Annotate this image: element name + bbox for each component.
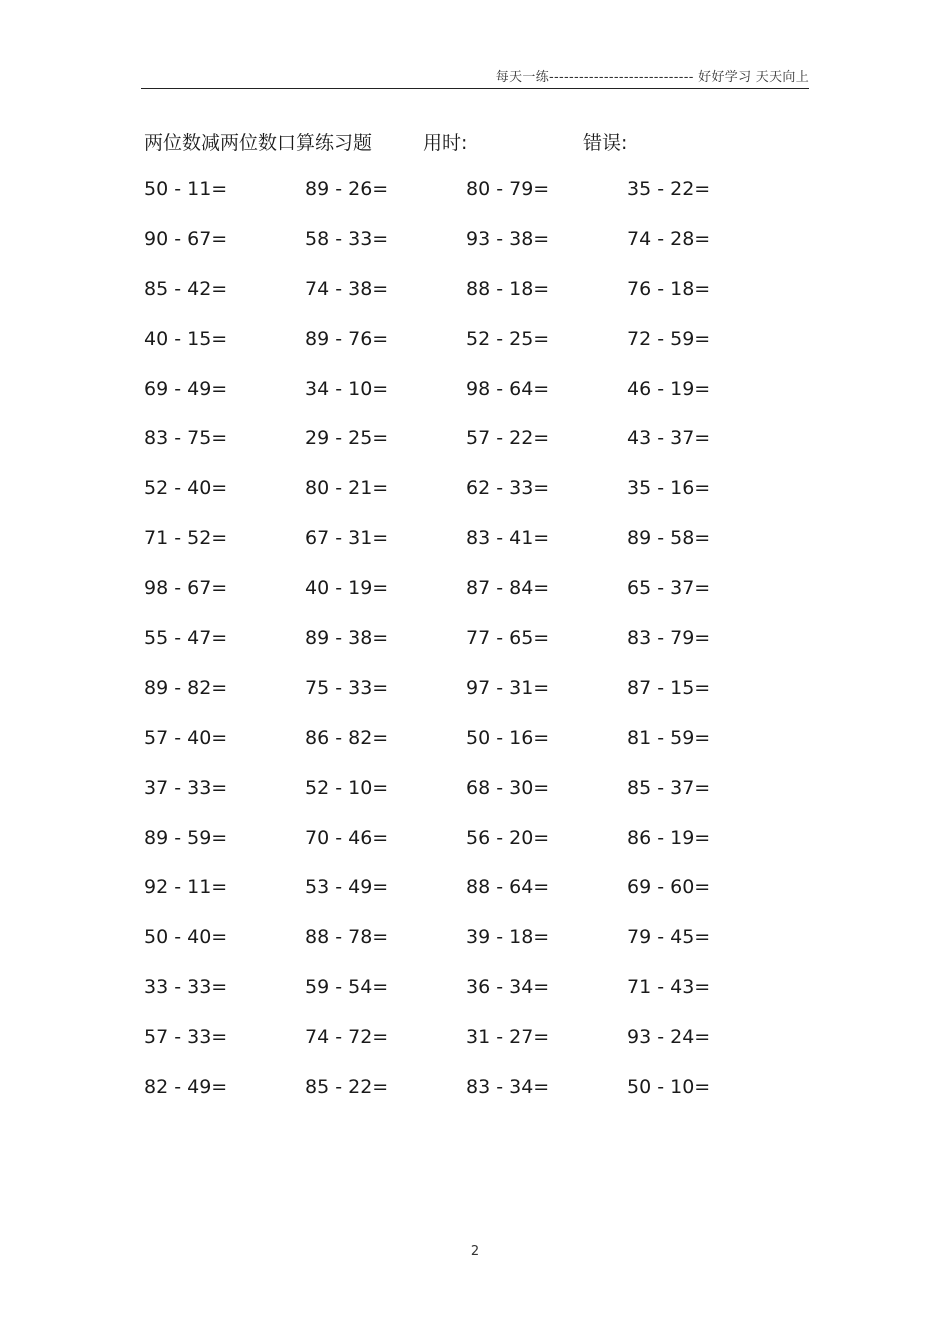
worksheet-title: 两位数减两位数口算练习题	[144, 132, 373, 154]
problem-item: 98 - 64=	[466, 377, 550, 400]
problem-item: 57 - 33=	[144, 1026, 228, 1049]
problem-item: 87 - 15=	[627, 676, 711, 699]
problem-row	[0, 674, 950, 724]
problem-item: 68 - 30=	[466, 776, 550, 799]
problem-row	[0, 175, 950, 225]
problem-row	[0, 1073, 950, 1123]
problem-item: 81 - 59=	[627, 726, 711, 749]
problem-item: 57 - 22=	[466, 427, 550, 450]
header-rule	[141, 88, 809, 89]
problem-item: 83 - 34=	[466, 1076, 550, 1099]
problem-item: 50 - 16=	[466, 726, 550, 749]
problem-item: 83 - 75=	[144, 427, 228, 450]
problem-item: 35 - 16=	[627, 477, 711, 500]
problem-item: 74 - 72=	[305, 1026, 389, 1049]
problem-row	[0, 524, 950, 574]
problem-item: 88 - 18=	[466, 277, 550, 300]
problem-item: 70 - 46=	[305, 826, 389, 849]
problem-item: 43 - 37=	[627, 427, 711, 450]
problem-item: 89 - 59=	[144, 826, 228, 849]
problem-row	[0, 574, 950, 624]
problem-row	[0, 375, 950, 425]
problem-row	[0, 774, 950, 824]
problem-item: 89 - 38=	[305, 627, 389, 650]
problem-item: 39 - 18=	[466, 926, 550, 949]
problem-row	[0, 624, 950, 674]
problem-row	[0, 225, 950, 275]
problem-item: 93 - 38=	[466, 227, 550, 250]
page-header	[141, 60, 809, 90]
problem-item: 69 - 60=	[627, 876, 711, 899]
problem-item: 85 - 22=	[305, 1076, 389, 1099]
problem-item: 29 - 25=	[305, 427, 389, 450]
problem-item: 88 - 78=	[305, 926, 389, 949]
problem-item: 37 - 33=	[144, 776, 228, 799]
problem-item: 52 - 10=	[305, 776, 389, 799]
problem-item: 97 - 31=	[466, 676, 550, 699]
problem-item: 40 - 19=	[305, 577, 389, 600]
problem-item: 33 - 33=	[144, 976, 228, 999]
problem-item: 93 - 24=	[627, 1026, 711, 1049]
problem-item: 76 - 18=	[627, 277, 711, 300]
problem-row	[0, 923, 950, 973]
problem-item: 50 - 40=	[144, 926, 228, 949]
problem-item: 35 - 22=	[627, 178, 711, 200]
problem-item: 46 - 19=	[627, 377, 711, 400]
problem-item: 88 - 64=	[466, 876, 550, 899]
problem-item: 85 - 37=	[627, 776, 711, 799]
problem-item: 57 - 40=	[144, 726, 228, 749]
problem-item: 85 - 42=	[144, 277, 228, 300]
problem-row	[0, 275, 950, 325]
header-text: 每天一练----------------------------- 好好学习 天天向上	[495, 70, 809, 85]
title-row	[0, 128, 950, 158]
problem-item: 67 - 31=	[305, 527, 389, 550]
problem-item: 74 - 38=	[305, 277, 389, 300]
problem-row	[0, 1023, 950, 1073]
problem-row	[0, 724, 950, 774]
problem-item: 65 - 37=	[627, 577, 711, 600]
problem-row	[0, 325, 950, 375]
problem-item: 69 - 49=	[144, 377, 228, 400]
problem-item: 55 - 47=	[144, 627, 228, 650]
problem-item: 50 - 10=	[627, 1076, 711, 1099]
problem-item: 82 - 49=	[144, 1076, 228, 1099]
problem-item: 59 - 54=	[305, 976, 389, 999]
problem-item: 56 - 20=	[466, 826, 550, 849]
problem-item: 31 - 27=	[466, 1026, 550, 1049]
problem-item: 83 - 41=	[466, 527, 550, 550]
problem-item: 89 - 76=	[305, 327, 389, 350]
page-number: 2	[470, 1244, 480, 1259]
problem-item: 80 - 79=	[466, 178, 550, 200]
problem-row	[0, 973, 950, 1023]
problem-item: 79 - 45=	[627, 926, 711, 949]
problem-row	[0, 424, 950, 474]
problem-item: 86 - 19=	[627, 826, 711, 849]
problem-item: 86 - 82=	[305, 726, 389, 749]
problem-item: 36 - 34=	[466, 976, 550, 999]
problem-item: 89 - 26=	[305, 178, 389, 200]
problem-item: 58 - 33=	[305, 227, 389, 250]
problem-item: 87 - 84=	[466, 577, 550, 600]
problem-item: 83 - 79=	[627, 627, 711, 650]
problem-item: 80 - 21=	[305, 477, 389, 500]
problem-item: 53 - 49=	[305, 876, 389, 899]
problem-item: 89 - 82=	[144, 676, 228, 699]
problem-grid	[0, 175, 950, 1123]
problem-item: 50 - 11=	[144, 178, 228, 200]
problem-item: 89 - 58=	[627, 527, 711, 550]
error-label: 错误:	[583, 132, 628, 154]
problem-row	[0, 474, 950, 524]
problem-item: 74 - 28=	[627, 227, 711, 250]
problem-item: 75 - 33=	[305, 676, 389, 699]
problem-item: 90 - 67=	[144, 227, 228, 250]
problem-item: 52 - 40=	[144, 477, 228, 500]
problem-item: 72 - 59=	[627, 327, 711, 350]
problem-item: 62 - 33=	[466, 477, 550, 500]
problem-item: 77 - 65=	[466, 627, 550, 650]
problem-item: 34 - 10=	[305, 377, 389, 400]
problem-item: 71 - 52=	[144, 527, 228, 550]
time-label: 用时:	[423, 132, 468, 154]
problem-item: 40 - 15=	[144, 327, 228, 350]
problem-row	[0, 824, 950, 874]
problem-item: 71 - 43=	[627, 976, 711, 999]
problem-row	[0, 873, 950, 923]
problem-item: 52 - 25=	[466, 327, 550, 350]
problem-item: 92 - 11=	[144, 876, 228, 899]
problem-item: 98 - 67=	[144, 577, 228, 600]
